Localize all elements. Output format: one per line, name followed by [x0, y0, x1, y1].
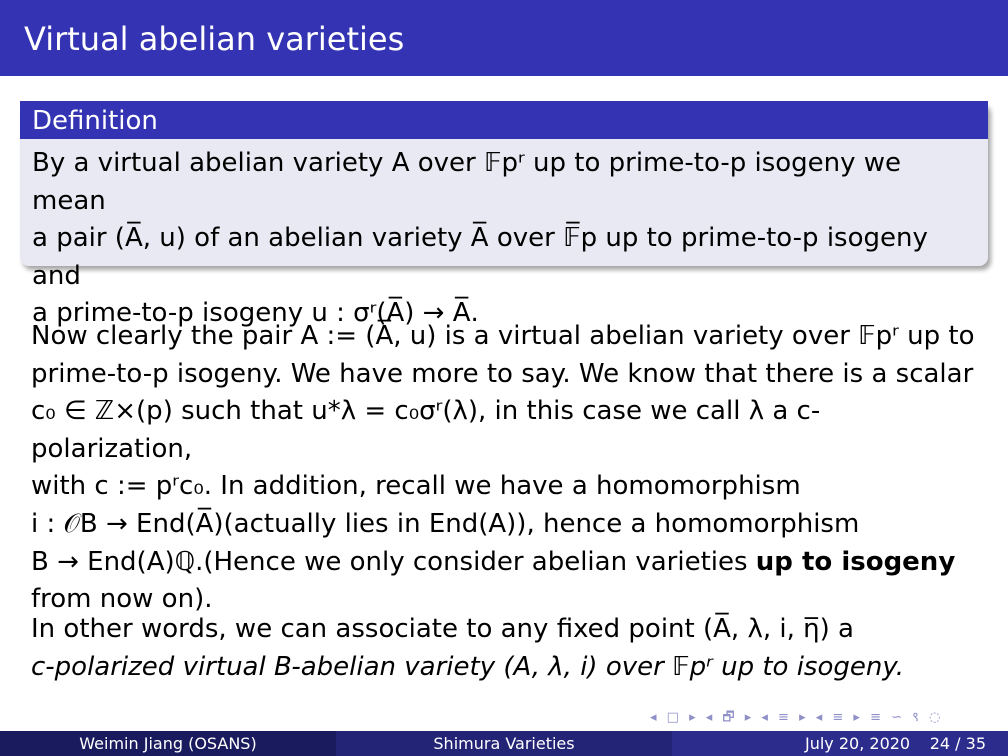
footer-page-number: 24 / 35: [929, 734, 986, 753]
footer: [0, 731, 1008, 756]
paragraph-1-line-6-text: B → End(A)ℚ.(Hence we only consider abelian varieties: [31, 546, 756, 577]
definition-body: [20, 139, 988, 333]
paragraph-1: [31, 318, 981, 619]
paragraph-1-line-2: prime-to-p isogeny. We have more to say. We know that there is a scalar: [31, 358, 974, 389]
paragraph-2-line-1: In other words, we can associate to any fixed point (A̅, λ, i, η̅) a: [31, 614, 854, 644]
title-bar: [0, 0, 1008, 76]
slide-title: Virtual abelian varieties: [24, 20, 405, 58]
definition-block: [20, 101, 988, 328]
paragraph-1-line-3: c₀ ∈ ℤ×(p) such that u*λ = c₀σʳ(λ), in this case we call λ a c-polarization,: [31, 396, 821, 464]
footer-talk-title: Shimura Varieties: [336, 731, 672, 756]
paragraph-2-line-2: c-polarized virtual B-abelian variety (A, λ, i) over 𝔽pʳ up to isogeny.: [31, 651, 904, 682]
paragraph-1-line-7: from now on).: [31, 584, 213, 615]
paragraph-1-line-6: [31, 544, 981, 582]
definition-line-2: a pair (A̅, u) of an abelian variety A̅ over 𝔽̅p up to prime-to-p isogeny and: [32, 223, 928, 291]
footer-date-page: [672, 731, 1008, 756]
definition-header: Definition: [20, 101, 988, 139]
paragraph-1-line-1: Now clearly the pair A := (A̅, u) is a virtual abelian variety over 𝔽pʳ up to: [31, 321, 975, 351]
beamer-navigation-icons[interactable]: ◂ □ ▸ ◂ 🗗 ▸ ◂ ≡ ▸ ◂ ≡ ▸ ≡ ∽ ९ ◌: [650, 710, 944, 725]
footer-author: Weimin Jiang (OSANS): [0, 731, 336, 756]
definition-line-1: By a virtual abelian variety A over 𝔽pʳ up to prime-to-p isogeny we mean: [32, 148, 902, 216]
emphasis-up-to-isogeny: up to isogeny: [755, 546, 956, 577]
paragraph-1-line-5: i : 𝒪B → End(A̅)(actually lies in End(A)), hence a homomorphism: [31, 508, 860, 539]
footer-date: July 20, 2020: [805, 734, 911, 753]
paragraph-1-line-4: with c := pʳc₀. In addition, recall we have a homomorphism: [31, 471, 801, 502]
definition-line-3: a prime-to-p isogeny u : σʳ(A̅) → A̅.: [32, 298, 479, 328]
paragraph-2: [31, 611, 981, 686]
